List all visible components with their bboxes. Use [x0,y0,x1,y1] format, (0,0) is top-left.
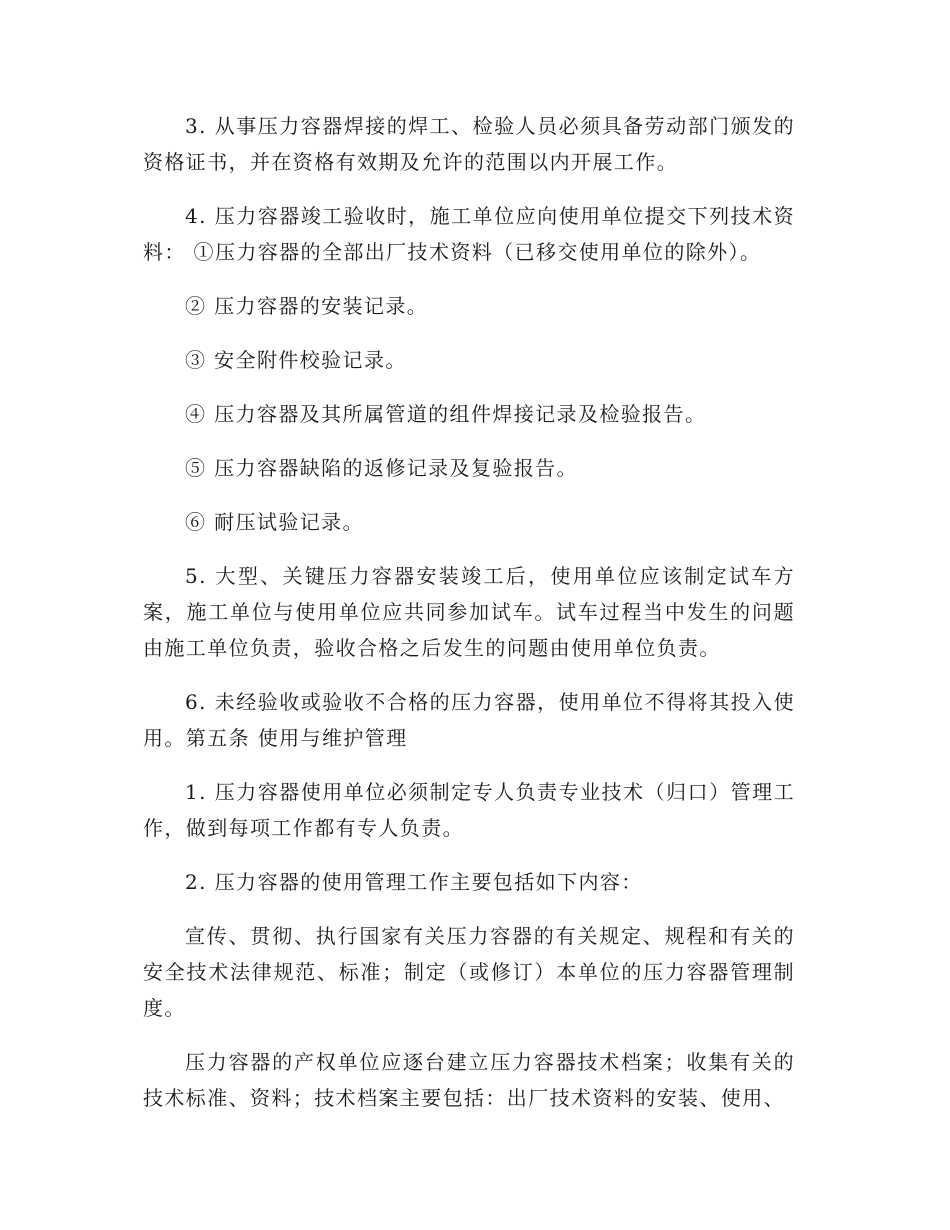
paragraph-sub-6: ⑥ 耐压试验记录。 [185,510,364,534]
paragraph-sub-2: ② 压力容器的安装记录。 [185,294,429,318]
paragraph-item-3-welders: 3. 从事压力容器焊接的焊工、检验人员必须具备劳动部门颁发的资格证书，并在资格有效期及允许的范围以内开展工作。 [143,114,795,174]
paragraph-publicize: 宣传、贯彻、执行国家有关压力容器的有关规定、规程和有关的安全技术法律规范、标准；制定（或修订）本单位的压力容器管理制度。 [143,924,795,1020]
paragraph-use-item-2: 2. 压力容器的使用管理工作主要包括如下内容： [185,870,643,894]
paragraph-sub-5: ⑤ 压力容器缺陷的返修记录及复验报告。 [185,456,578,480]
document-body [143,108,795,1134]
paragraph-sub-4: ④ 压力容器及其所属管道的组件焊接记录及检验报告。 [185,402,707,426]
paragraph-use-item-1: 1. 压力容器使用单位必须制定专人负责专业技术（归口）管理工作，做到每项工作都有专人负责。 [143,780,795,840]
paragraph-item-4-acceptance: 4. 压力容器竣工验收时，施工单位应向使用单位提交下列技术资料： ①压力容器的全部出厂技术资料（已移交使用单位的除外）。 [143,204,795,264]
paragraph-item-6-uninspected: 6. 未经验收或验收不合格的压力容器，使用单位不得将其投入使用。第五条 使用与维护管理 [143,690,795,750]
paragraph-sub-3: ③ 安全附件校验记录。 [185,348,407,372]
paragraph-archives: 压力容器的产权单位应逐台建立压力容器技术档案；收集有关的技术标准、资料；技术档案主要包括：出厂技术资料的安装、使用、 [143,1050,795,1110]
paragraph-item-5-trial-run: 5. 大型、关键压力容器安装竣工后，使用单位应该制定试车方案，施工单位与使用单位应共同参加试车。试车过程当中发生的问题由施工单位负责，验收合格之后发生的问题由使用单位负责。 [143,564,795,660]
